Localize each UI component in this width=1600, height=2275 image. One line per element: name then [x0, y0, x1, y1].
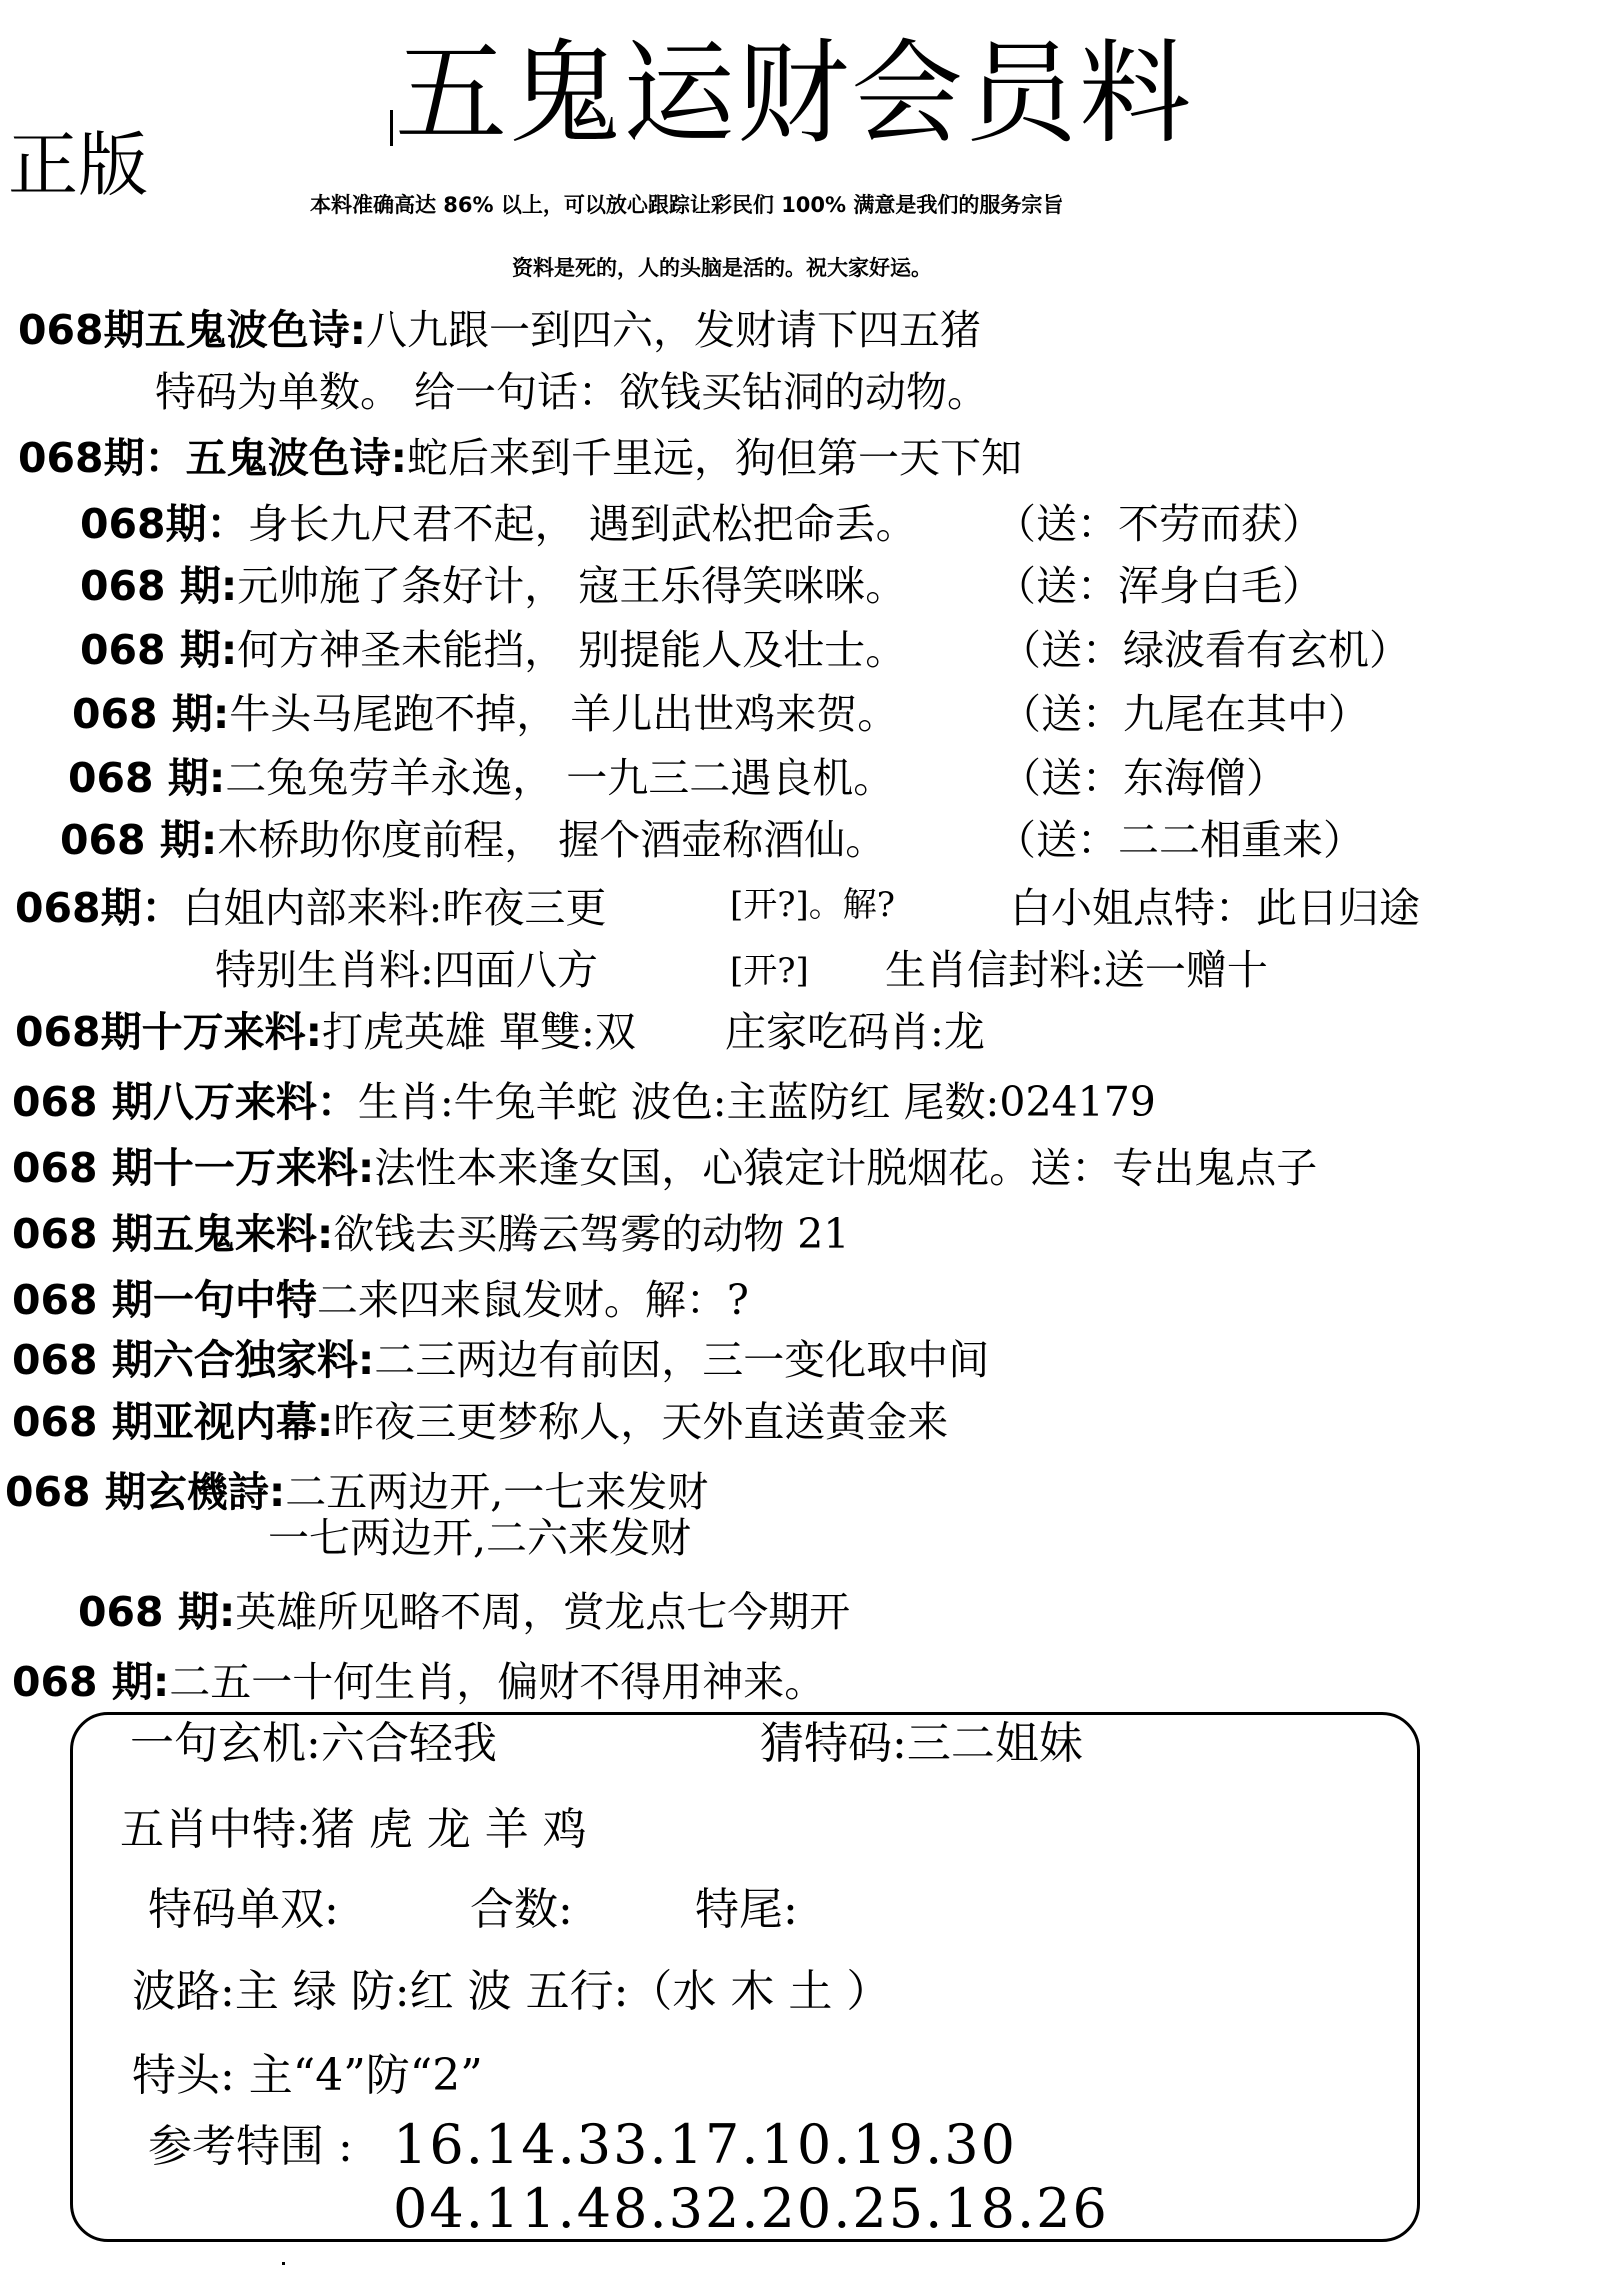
- prediction-line: [12, 1336, 990, 1384]
- prediction-line: [80, 626, 907, 674]
- line-text: 二来四来鼠发财。解：?: [316, 1276, 749, 1324]
- line-prefix: 068 期:: [60, 816, 218, 864]
- line-text: 白姐内部来料:昨夜三更: [182, 884, 607, 932]
- line-text: 法性本来逢女国，心猿定计脱烟花。送：专出鬼点子: [374, 1144, 1318, 1192]
- line-text: 身长九尺君不起， 遇到武松把命丢。: [247, 500, 917, 548]
- line-text: 二五两边开,一七来发财: [285, 1468, 709, 1516]
- line-prefix: 068期：五鬼波色诗:: [18, 434, 407, 482]
- line-text: 蛇后来到千里远，狗但第一天下知: [406, 434, 1022, 482]
- prediction-line: [12, 1144, 1318, 1192]
- line-prefix: 068 期五鬼来料:: [12, 1210, 334, 1258]
- five-zodiac: 五肖中特:猪 虎 龙 羊 鸡: [120, 1804, 587, 1855]
- prediction-line: [60, 816, 887, 864]
- odd-even-label: 特码单双:: [148, 1884, 339, 1935]
- line-text: 元帅施了条好计， 寇王乐得笑咪咪。: [237, 562, 907, 610]
- line-prefix: 068 期六合独家料:: [12, 1336, 375, 1384]
- tail-label: 特尾:: [695, 1884, 798, 1935]
- sum-label: 合数:: [470, 1884, 573, 1935]
- prediction-line: [155, 368, 989, 416]
- prediction-line: [15, 1008, 636, 1056]
- line-text: 二三两边有前因，三一变化取中间: [374, 1336, 990, 1384]
- line-text: 八九跟一到四六，发财请下四五猪: [365, 306, 981, 354]
- line-prefix: 068 期十一万来料:: [12, 1144, 375, 1192]
- prediction-line: [12, 1658, 826, 1706]
- line-text: 一七两边开,二六来发财: [268, 1514, 692, 1562]
- prediction-line: [12, 1276, 749, 1324]
- gift-hint: （送：浑身白毛）: [995, 562, 1323, 610]
- prediction-line: [80, 562, 907, 610]
- gift-hint: （送：二二相重来）: [995, 816, 1364, 864]
- line-prefix: 068期十万来料:: [15, 1008, 322, 1056]
- subtitle-accuracy: 本料准确高达 86% 以上，可以放心跟踪让彩民们 100% 满意是我们的服务宗旨: [310, 193, 1064, 217]
- line-text: 打虎英雄 單雙:双: [321, 1008, 636, 1056]
- prediction-line: [12, 1398, 949, 1446]
- special-hint: 生肖信封料:送一赠十: [885, 946, 1268, 994]
- line-prefix: 068 期玄機詩:: [5, 1468, 286, 1516]
- line-prefix: 068 期八万来料：: [12, 1078, 358, 1126]
- reference-numbers-row1: 16.14.33.17.10.19.30: [393, 2113, 1017, 2176]
- gift-hint: （送：不劳而获）: [995, 500, 1323, 548]
- guess-code: 猜特码:三二姐妹: [760, 1718, 1083, 1769]
- line-prefix: 068 期:: [80, 626, 238, 674]
- prediction-line: [215, 946, 598, 994]
- prediction-line: [72, 690, 899, 738]
- genuine-badge: 正版: [8, 124, 148, 206]
- line-prefix: 068期：: [80, 500, 248, 548]
- prediction-line: [12, 1078, 1156, 1126]
- line-text: 欲钱去买腾云驾雾的动物 21: [333, 1210, 850, 1258]
- line-prefix: 068 期:: [72, 690, 230, 738]
- title-decor-bar: [390, 110, 393, 146]
- line-text: 牛头马尾跑不掉， 羊儿出世鸡来贺。: [229, 690, 899, 738]
- prediction-line: [18, 306, 981, 354]
- open-hint: [开?]。解?: [730, 885, 895, 925]
- subtitle-blessing: 资料是死的，人的头脑是活的。祝大家好运。: [512, 256, 932, 280]
- line-text: 特码为单数。 给一句话：欲钱买钻洞的动物。: [155, 368, 989, 416]
- line-prefix: 068 期一句中特: [12, 1276, 317, 1324]
- line-prefix: 068 期:: [68, 754, 226, 802]
- open-hint: [开?]: [730, 951, 809, 991]
- line-text: 英雄所见略不周，赏龙点七今期开: [235, 1588, 851, 1636]
- line-prefix: 068 期:: [80, 562, 238, 610]
- line-prefix: 068 期亚视内幕:: [12, 1398, 334, 1446]
- reference-numbers-row2: 04.11.48.32.20.25.18.26: [393, 2177, 1109, 2240]
- special-hint: 白小姐点特：此日归途: [1010, 884, 1420, 932]
- gift-hint: （送：绿波看有玄机）: [1000, 626, 1410, 674]
- line-text: 何方神圣未能挡， 别提能人及壮士。: [237, 626, 907, 674]
- prediction-line: [268, 1514, 692, 1562]
- line-text: 特别生肖料:四面八方: [215, 946, 598, 994]
- line-prefix: 068 期:: [12, 1658, 170, 1706]
- gift-hint: （送：九尾在其中）: [1000, 690, 1369, 738]
- riddle-text: 一句玄机:六合轻我: [130, 1718, 497, 1769]
- special-hint: 庄家吃码肖:龙: [725, 1008, 985, 1056]
- prediction-line: [18, 434, 1022, 482]
- dust-mark: [282, 2262, 285, 2265]
- prediction-line: [15, 884, 607, 932]
- prediction-line: [5, 1468, 709, 1516]
- prediction-line: [68, 754, 895, 802]
- line-prefix: 068期五鬼波色诗:: [18, 306, 366, 354]
- prediction-line: [78, 1588, 851, 1636]
- prediction-line: [80, 500, 917, 548]
- line-text: 二兔兔劳羊永逸， 一九三二遇良机。: [225, 754, 895, 802]
- line-text: 木桥助你度前程， 握个酒壶称酒仙。: [217, 816, 887, 864]
- head-line: 特头: 主“4”防“2”: [132, 2050, 483, 2101]
- prediction-line: [12, 1210, 850, 1258]
- wave-line: 波路:主 绿 防:红 波 五行:（水 木 土 ）: [132, 1966, 891, 2017]
- line-prefix: 068期：: [15, 884, 183, 932]
- page-title: 五鬼运财会员料: [395, 29, 1193, 159]
- line-text: 生肖:牛兔羊蛇 波色:主蓝防红 尾数:024179: [357, 1078, 1156, 1126]
- line-text: 二五一十何生肖，偏财不得用神来。: [169, 1658, 826, 1706]
- reference-label: 参考特围 :: [148, 2121, 353, 2172]
- line-prefix: 068 期:: [78, 1588, 236, 1636]
- gift-hint: （送：东海僧）: [1000, 754, 1287, 802]
- line-text: 昨夜三更梦称人，天外直送黄金来: [333, 1398, 949, 1446]
